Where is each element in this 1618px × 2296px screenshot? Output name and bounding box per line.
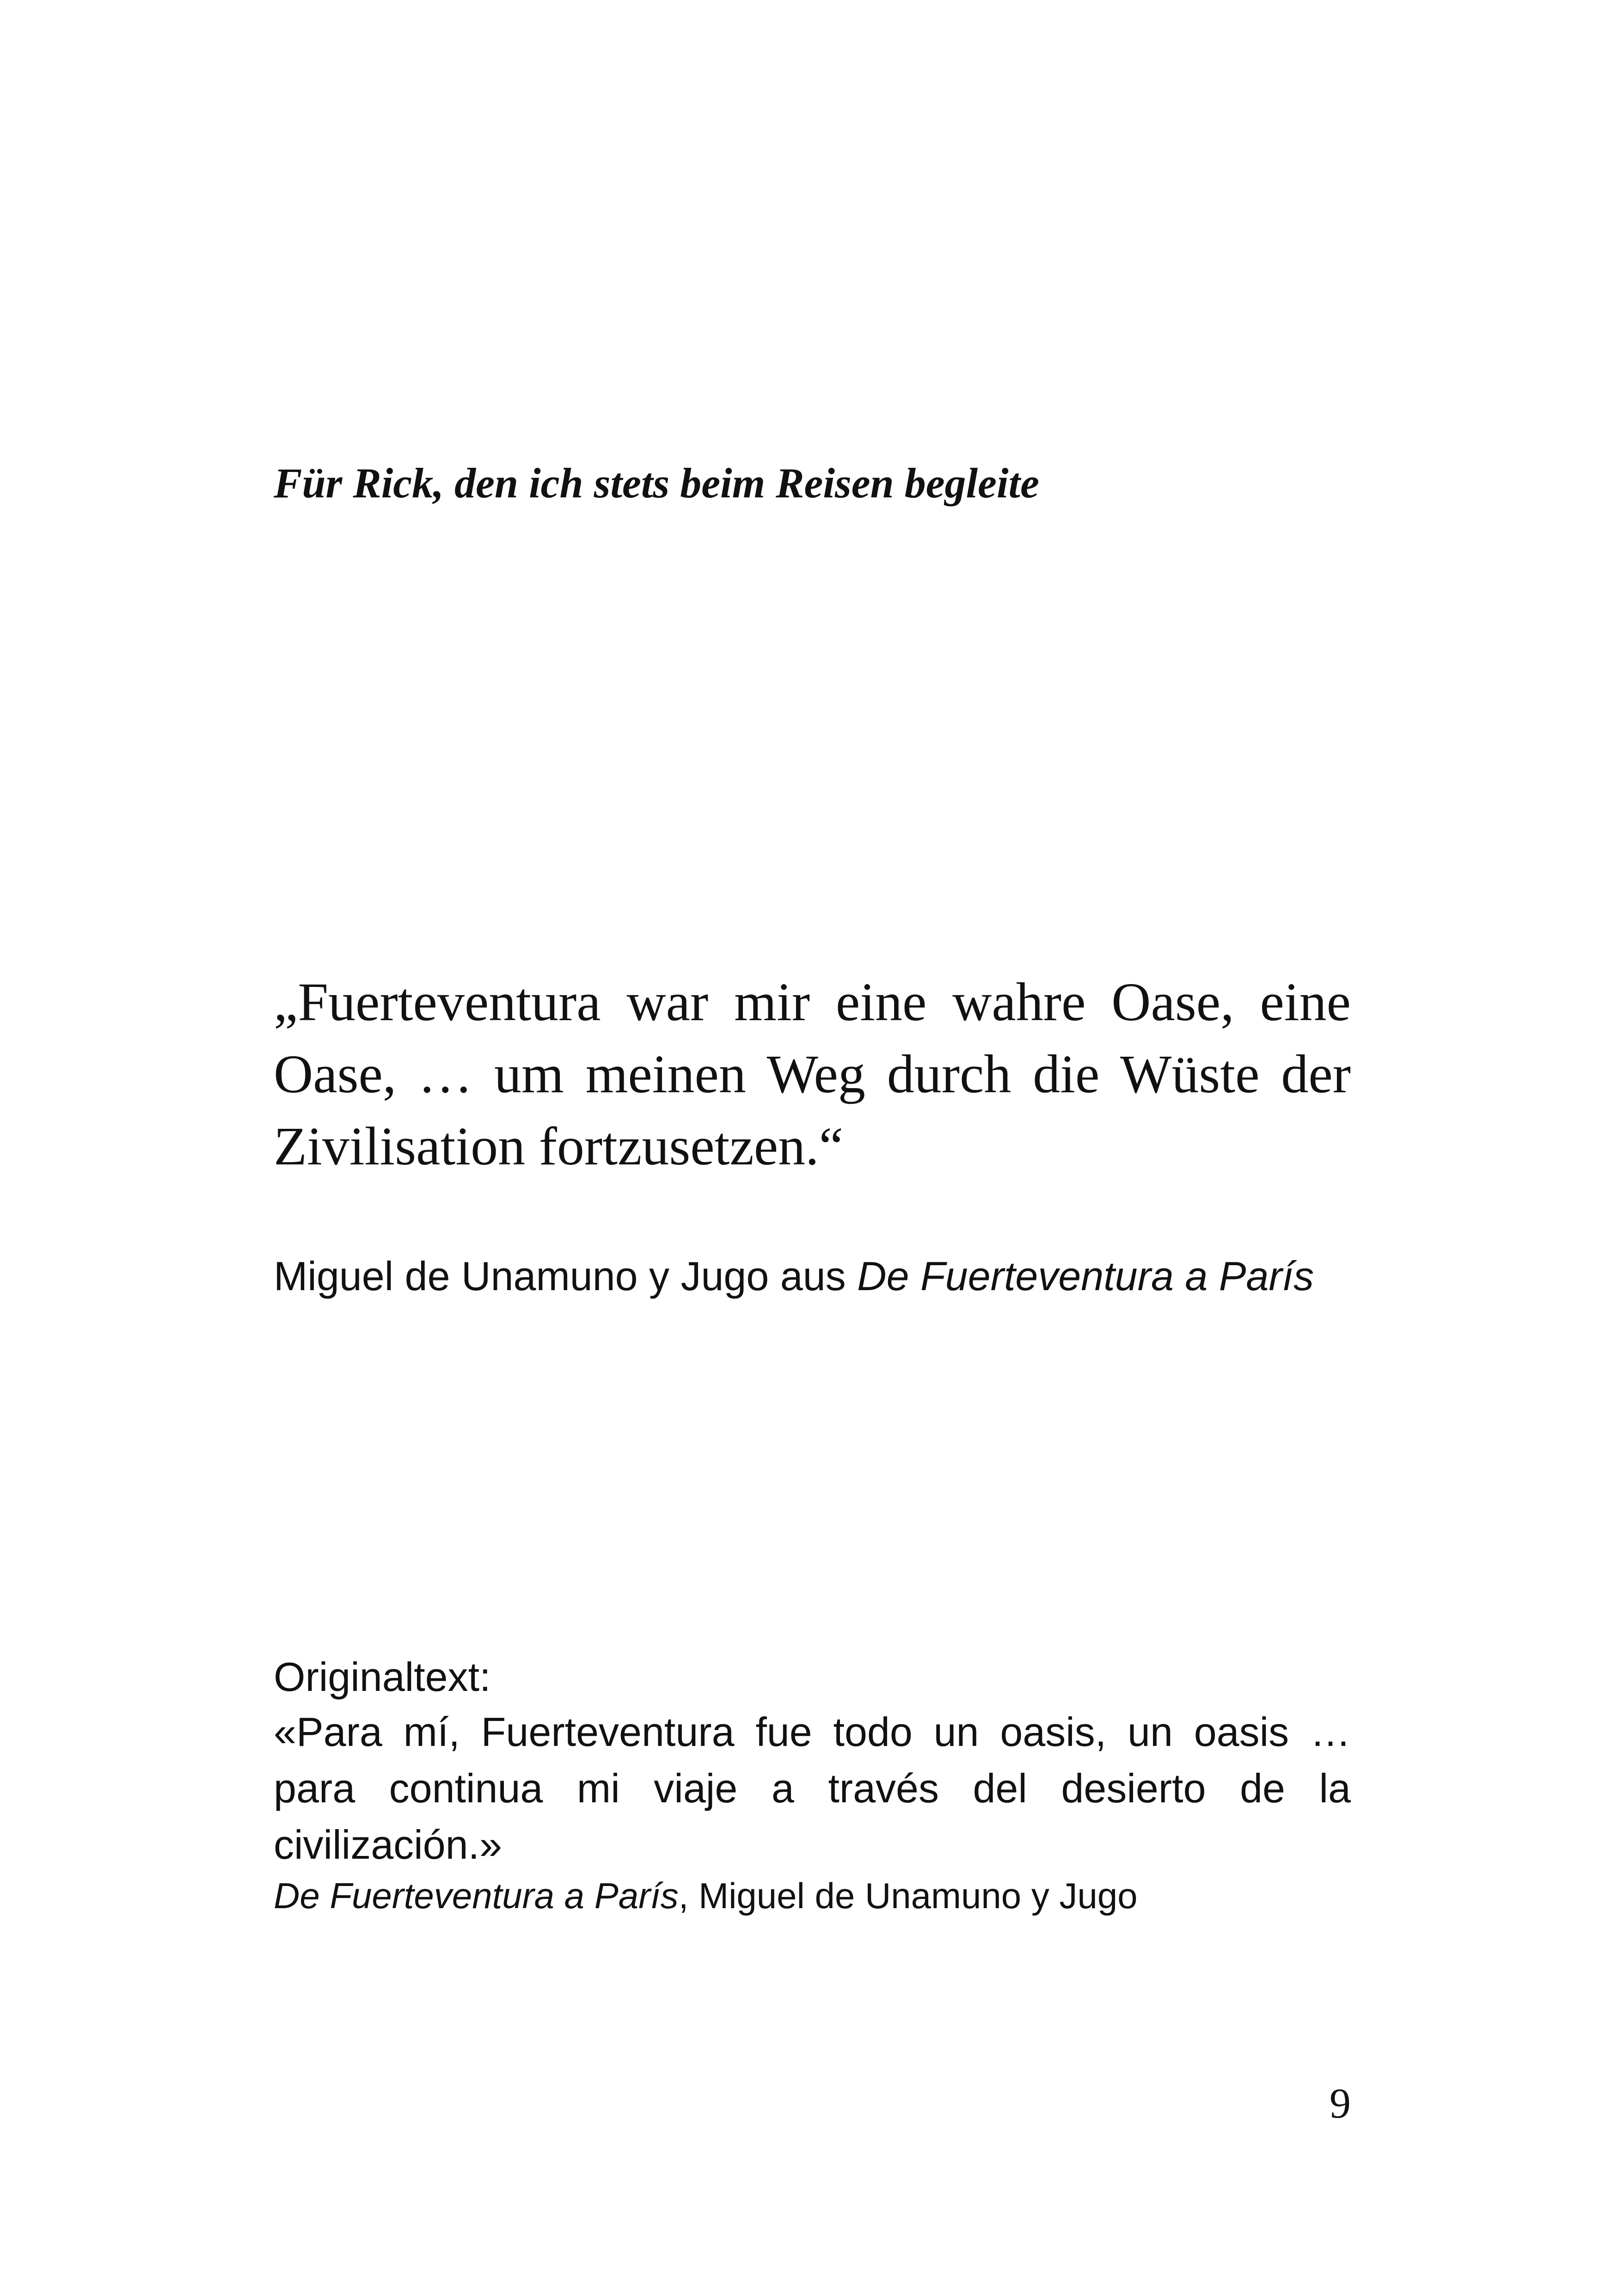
original-source: [274, 1870, 1351, 1921]
original-source-author: , Miguel de Unamuno y Jugo: [678, 1875, 1138, 1916]
original-quote: «Para mí, Fuerteventura fue todo un oasis, un oasis … para continua mi viaje a través del desierto de la civilización.»: [274, 1709, 1351, 1867]
attribution-author: Miguel de Unamuno y Jugo aus: [274, 1253, 846, 1299]
page-number: 9: [1330, 2080, 1351, 2127]
epigraph-attribution: [274, 1248, 1351, 1304]
dedication: Für Rick, den ich stets beim Reisen begleite: [274, 459, 1039, 507]
attribution-work-title: De Fuerteventura a París: [857, 1253, 1314, 1299]
epigraph-quote: „Fuerteventura war mir eine wahre Oase, eine Oase, … um meinen Weg durch die Wüste der Zivilisation fortzusetzen.“: [274, 972, 1351, 1176]
original-source-title: De Fuerteventura a París: [274, 1875, 679, 1916]
original-text-label: Originaltext:: [274, 1654, 491, 1700]
